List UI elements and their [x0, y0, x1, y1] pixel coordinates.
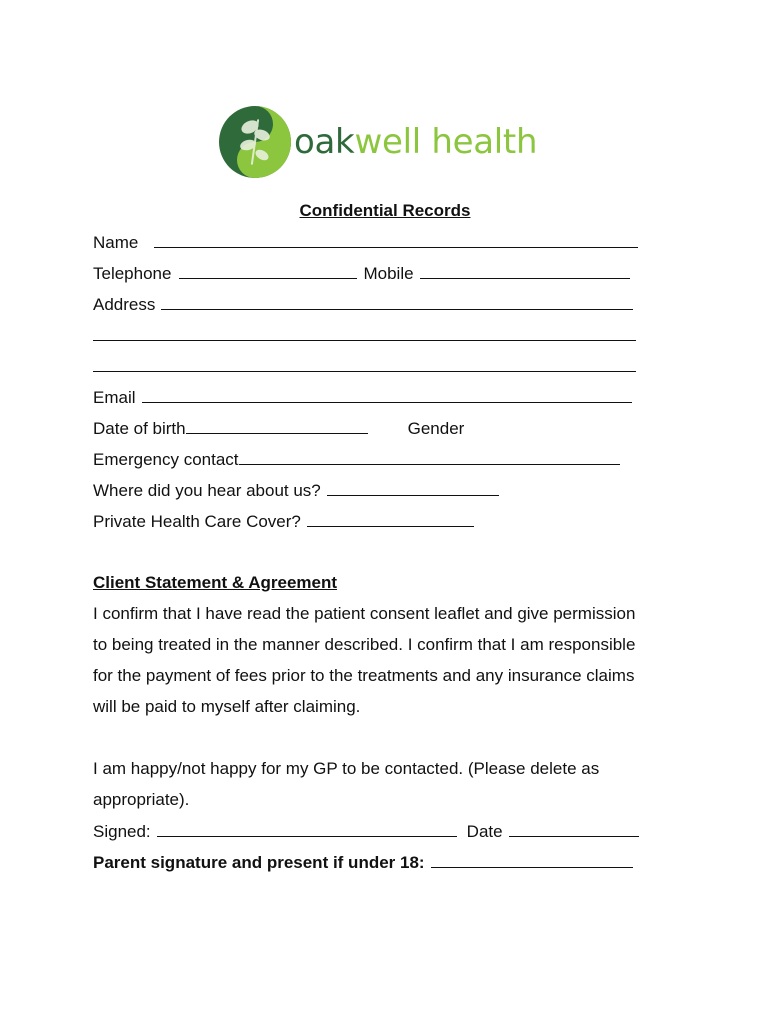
emergency-row — [93, 449, 620, 470]
telephone-label: Telephone — [93, 264, 172, 283]
form-title: Confidential Records — [299, 201, 471, 220]
cover-row — [93, 511, 474, 532]
gp-line-1: I am happy/not happy for my GP to be contacted. (Please delete as — [93, 759, 600, 778]
cover-field[interactable] — [307, 511, 474, 527]
agreement-line-1: I confirm that I have read the patient consent leaflet and give permission — [93, 604, 636, 623]
parent-row — [93, 852, 633, 873]
gender-label: Gender — [407, 419, 465, 438]
email-field[interactable] — [142, 387, 632, 403]
name-field[interactable] — [154, 232, 638, 248]
address-row-2 — [93, 325, 636, 346]
name-label: Name — [93, 233, 139, 252]
agreement-heading: Client Statement & Agreement — [93, 573, 338, 592]
date-label: Date — [466, 822, 503, 841]
parent-label: Parent signature and present if under 18: — [93, 853, 425, 872]
address-row — [93, 294, 633, 315]
cover-label: Private Health Care Cover? — [93, 512, 301, 531]
hear-field[interactable] — [327, 480, 499, 496]
address-row-3 — [93, 356, 636, 377]
hear-label: Where did you hear about us? — [93, 481, 321, 500]
date-field[interactable] — [509, 821, 639, 837]
hear-row — [93, 480, 499, 501]
dob-field[interactable] — [186, 418, 368, 434]
agreement-line-2: to being treated in the manner described. I confirm that I am responsible — [93, 635, 636, 654]
parent-signature-field[interactable] — [431, 852, 633, 868]
logo-word-oak: oak — [294, 122, 355, 162]
telephone-field[interactable] — [179, 263, 357, 279]
emergency-field[interactable] — [239, 449, 620, 465]
dob-label: Date of birth — [93, 419, 186, 438]
address-label: Address — [93, 295, 156, 314]
signature-field[interactable] — [157, 821, 457, 837]
email-label: Email — [93, 388, 136, 407]
logo-wordmark — [294, 122, 538, 162]
address-field-3[interactable] — [93, 356, 636, 372]
name-row — [93, 232, 638, 253]
logo-word-wellhealth: well health — [354, 122, 538, 162]
emergency-label: Emergency contact — [93, 450, 239, 469]
address-field-1[interactable] — [161, 294, 633, 310]
dob-row — [93, 418, 464, 439]
oakwell-logo — [218, 104, 537, 180]
signed-label: Signed: — [93, 822, 151, 841]
mobile-field[interactable] — [420, 263, 630, 279]
oak-leaf-circle-icon — [218, 105, 292, 179]
email-row — [93, 387, 632, 408]
mobile-label: Mobile — [363, 264, 414, 283]
signed-row — [93, 821, 639, 842]
gp-line-2: appropriate). — [93, 790, 190, 809]
telephone-row — [93, 263, 630, 284]
agreement-line-4: will be paid to myself after claiming. — [93, 697, 361, 716]
agreement-line-3: for the payment of fees prior to the treatments and any insurance claims — [93, 666, 635, 685]
address-field-2[interactable] — [93, 325, 636, 341]
